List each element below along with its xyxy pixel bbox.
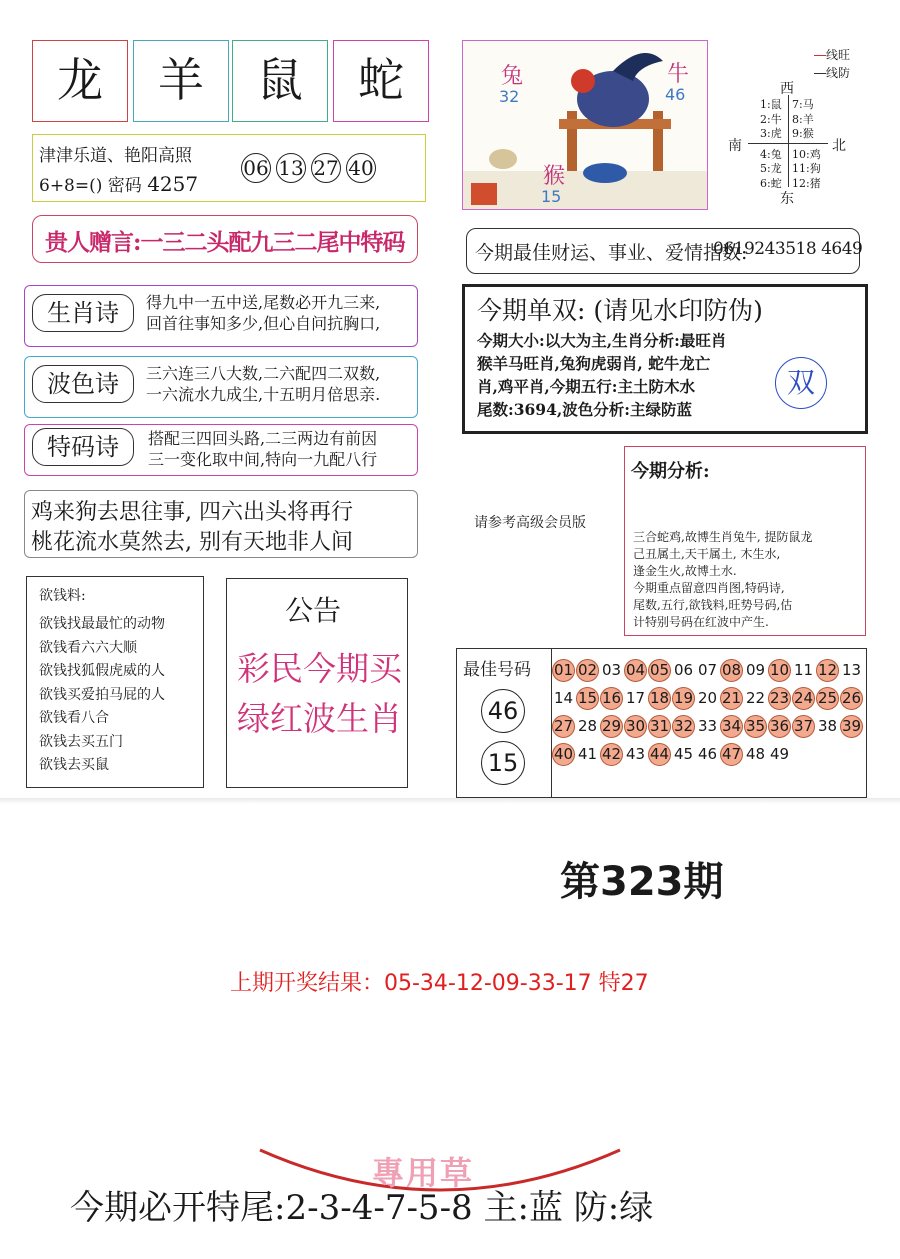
legend-black-label: 线防 xyxy=(826,66,851,80)
poem4-line-1: 鸡来狗去思往事, 四六出头将再行 xyxy=(31,500,353,525)
zodiac-box-4: 蛇 xyxy=(333,40,429,122)
compass-item: 11:狗 xyxy=(792,162,821,175)
best-title: 最佳号码 xyxy=(463,660,531,680)
grid-number-highlighted: 39 xyxy=(840,715,863,738)
poem-label-1: 生肖诗 xyxy=(32,294,134,332)
analysis-title: 今期分析: xyxy=(631,461,710,482)
money-box xyxy=(26,576,204,788)
grid-number-highlighted: 01 xyxy=(552,659,575,682)
stamp-text: 双 xyxy=(786,366,815,399)
compass-col-1 xyxy=(760,98,782,191)
grid-number-highlighted: 44 xyxy=(648,743,671,766)
riddle-ball: 13 xyxy=(276,153,306,183)
notice-line-1: 彩民今期买 xyxy=(237,649,402,688)
number-grid-inner xyxy=(552,659,864,771)
riddle-question: 6+8=() 密码 xyxy=(39,176,142,196)
poem4-line-2: 桃花流水莫然去, 别有天地非人间 xyxy=(31,530,353,555)
grid-number: 43 xyxy=(625,745,646,763)
money-title: 欲钱料: xyxy=(39,588,86,604)
grid-number: 38 xyxy=(817,717,838,735)
grid-number: 41 xyxy=(577,745,598,763)
riddle-code: 4257 xyxy=(147,172,199,196)
single-double-lines xyxy=(477,329,726,421)
grid-number: 20 xyxy=(697,689,718,707)
grid-number-highlighted: 31 xyxy=(648,715,671,738)
sd-line: 猴羊马旺肖,兔狗虎弱肖, 蛇牛龙亡 xyxy=(477,354,711,373)
riddle-balls xyxy=(241,153,381,183)
money-item: 欲钱买爱拍马屁的人 xyxy=(39,686,165,703)
grid-number-highlighted: 36 xyxy=(768,715,791,738)
single-double-title: 今期单双: (请见水印防伪) xyxy=(477,296,763,325)
money-item: 欲钱去买五门 xyxy=(39,733,123,750)
money-item: 欲钱去买鼠 xyxy=(39,757,109,773)
compass-item: 2:牛 xyxy=(760,112,782,126)
grid-number-highlighted: 05 xyxy=(648,659,671,682)
rabbit-label: 兔 xyxy=(501,64,524,89)
poem-text-2 xyxy=(146,363,380,405)
analysis-line: 己丑属土,天干属土, 木生水, xyxy=(633,547,781,561)
analysis-line: 今期重点留意四肖图,特码诗, xyxy=(633,581,785,595)
grid-number-highlighted: 23 xyxy=(768,687,791,710)
analysis-line: 计特别号码在红波中产生. xyxy=(633,615,769,629)
compass-item: 7:马 xyxy=(792,98,814,111)
grid-number: 07 xyxy=(697,661,718,679)
poem-line: 回首往事知多少,但心自问抗胸口, xyxy=(146,314,381,333)
grid-number-highlighted: 15 xyxy=(576,687,599,710)
compass-item: 10:鸡 xyxy=(792,147,821,161)
grid-number: 49 xyxy=(769,745,790,763)
compass-south: 南 xyxy=(728,138,742,154)
legend-red xyxy=(814,46,850,63)
riddle-line-2 xyxy=(39,171,198,196)
compass-item: 3:虎 xyxy=(760,127,782,140)
grid-number-highlighted: 47 xyxy=(720,743,743,766)
last-result: 上期开奖结果：05-34-12-09-33-17 特27 xyxy=(230,971,649,996)
poem-label-3: 特码诗 xyxy=(32,428,134,466)
grid-number: 28 xyxy=(577,717,598,735)
grid-number-highlighted: 26 xyxy=(840,687,863,710)
vip-note: 请参考高级会员版 xyxy=(474,515,586,531)
money-list xyxy=(39,613,165,778)
best-number-1: 46 xyxy=(481,689,525,733)
analysis-line: 尾数,五行,欲钱料,旺势号码,估 xyxy=(633,598,793,612)
compass-west: 西 xyxy=(780,81,794,97)
compass-item: 12:猪 xyxy=(792,176,821,190)
compass-item: 6:蛇 xyxy=(760,176,782,190)
compass-item: 9:猴 xyxy=(792,127,814,140)
grid-number: 11 xyxy=(793,661,814,679)
grid-number-highlighted: 18 xyxy=(648,687,671,710)
zodiac-box-3: 鼠 xyxy=(232,40,328,122)
grid-number-highlighted: 27 xyxy=(552,715,575,738)
single-double-box xyxy=(462,284,868,434)
poem-line: 三一变化取中间,特向一九配八行 xyxy=(148,450,378,469)
bottom-tail: 今期必开特尾:2-3-4-7-5-8 主:蓝 防:绿 xyxy=(70,1188,654,1228)
poem-line: 搭配三四回头路,二三两边有前因 xyxy=(148,429,378,448)
fortune-box xyxy=(466,228,863,274)
number-grid xyxy=(550,648,867,798)
analysis-line: 逢金生火,故博土水. xyxy=(633,564,737,578)
legend-red-label: 线旺 xyxy=(826,48,851,62)
sd-line: 尾数:3694,波色分析:主绿防蓝 xyxy=(477,400,692,419)
grid-number: 33 xyxy=(697,717,718,735)
grid-number-highlighted: 37 xyxy=(792,715,815,738)
grid-number-highlighted: 40 xyxy=(552,743,575,766)
grid-number-highlighted: 35 xyxy=(744,715,767,738)
sd-line: 今期大小:以大为主,生肖分析:最旺肖 xyxy=(477,331,727,350)
grid-number-highlighted: 34 xyxy=(720,715,743,738)
monkey-label: 猴 xyxy=(543,164,566,189)
grid-number-highlighted: 30 xyxy=(624,715,647,738)
compass-col-2 xyxy=(792,98,821,191)
riddle-box xyxy=(32,134,426,202)
grid-number-highlighted: 19 xyxy=(672,687,695,710)
best-numbers-box xyxy=(456,648,552,798)
notice-box xyxy=(226,578,408,788)
anti-fake-stamp xyxy=(775,357,827,409)
grid-number-highlighted: 02 xyxy=(576,659,599,682)
poem-line: 得九中一五中送,尾数必开九三来, xyxy=(146,293,381,312)
grid-number-highlighted: 16 xyxy=(600,687,623,710)
grid-number-highlighted: 25 xyxy=(816,687,839,710)
grid-number: 14 xyxy=(553,689,574,707)
poem-line: 三六连三八大数,二六配四二双数, xyxy=(146,364,381,383)
issue-number: 第323期 xyxy=(560,859,724,905)
ox-number: 46 xyxy=(665,85,686,104)
grid-number: 13 xyxy=(841,661,862,679)
best-number-2: 15 xyxy=(481,741,525,785)
sd-line: 肖,鸡平肖,今期五行:主土防木水 xyxy=(477,377,696,396)
money-item: 欲钱找狐假虎威的人 xyxy=(39,663,165,679)
noble-gift-text: 贵人赠言:一三二头配九三二尾中特码 xyxy=(45,229,405,256)
grid-number-highlighted: 10 xyxy=(768,659,791,682)
grid-number: 09 xyxy=(745,661,766,679)
zodiac-picture xyxy=(462,40,708,210)
grid-number: 45 xyxy=(673,745,694,763)
monkey-number: 15 xyxy=(541,187,562,206)
torn-edge xyxy=(0,798,900,804)
grid-number-highlighted: 29 xyxy=(600,715,623,738)
rabbit-number: 32 xyxy=(499,87,520,106)
fortune-value: 0619243518 4649 xyxy=(713,239,863,259)
poem-line: 一六流水九成尘,十五明月倍思亲. xyxy=(146,385,381,404)
grid-number-highlighted: 12 xyxy=(816,659,839,682)
legend-black xyxy=(814,64,850,81)
grid-number-highlighted: 32 xyxy=(672,715,695,738)
notice-title: 公告 xyxy=(285,594,342,627)
fortune-label: 今期最佳财运、事业、爱情指数: xyxy=(475,242,748,264)
money-item: 欲钱看八合 xyxy=(39,710,109,726)
grid-number: 48 xyxy=(745,745,766,763)
grid-number-highlighted: 21 xyxy=(720,687,743,710)
poem-label-2: 波色诗 xyxy=(32,365,134,403)
noble-gift-banner xyxy=(32,215,418,263)
riddle-ball: 27 xyxy=(311,153,341,183)
grid-number-highlighted: 42 xyxy=(600,743,623,766)
compass-line-v xyxy=(788,95,789,187)
poem-text-1 xyxy=(146,292,380,334)
compass-item: 4:兔 xyxy=(760,147,782,161)
riddle-ball: 06 xyxy=(241,153,271,183)
money-item: 欲钱找最最忙的动物 xyxy=(39,616,165,632)
grid-number: 03 xyxy=(601,661,622,679)
grid-number: 46 xyxy=(697,745,718,763)
compass-item: 5:龙 xyxy=(760,162,782,175)
grid-number: 06 xyxy=(673,661,694,679)
compass-east: 东 xyxy=(780,191,794,207)
watermark: 專用草 xyxy=(372,1154,475,1192)
analysis-box xyxy=(624,446,866,636)
compass-north: 北 xyxy=(832,138,846,154)
compass-item: 8:羊 xyxy=(792,112,814,126)
riddle-line-1: 津津乐道、艳阳高照 xyxy=(39,146,192,166)
zodiac-box-2: 羊 xyxy=(133,40,229,122)
compass-item: 1:鼠 xyxy=(760,98,782,111)
grid-number-highlighted: 24 xyxy=(792,687,815,710)
notice-line-2: 绿红波生肖 xyxy=(237,699,402,738)
riddle-ball: 40 xyxy=(346,153,376,183)
grid-number: 22 xyxy=(745,689,766,707)
grid-number-highlighted: 08 xyxy=(720,659,743,682)
grid-number: 17 xyxy=(625,689,646,707)
analysis-line: 三合蛇鸡,故博生肖兔牛, 提防鼠龙 xyxy=(633,530,813,544)
grid-number-highlighted: 04 xyxy=(624,659,647,682)
zodiac-box-1: 龙 xyxy=(32,40,128,122)
poem-text-3 xyxy=(148,428,377,470)
poem-box-4 xyxy=(24,490,418,558)
analysis-lines xyxy=(633,529,812,631)
compass xyxy=(720,40,880,210)
money-item: 欲钱看六六大顺 xyxy=(39,639,137,656)
ox-label: 牛 xyxy=(667,62,690,87)
